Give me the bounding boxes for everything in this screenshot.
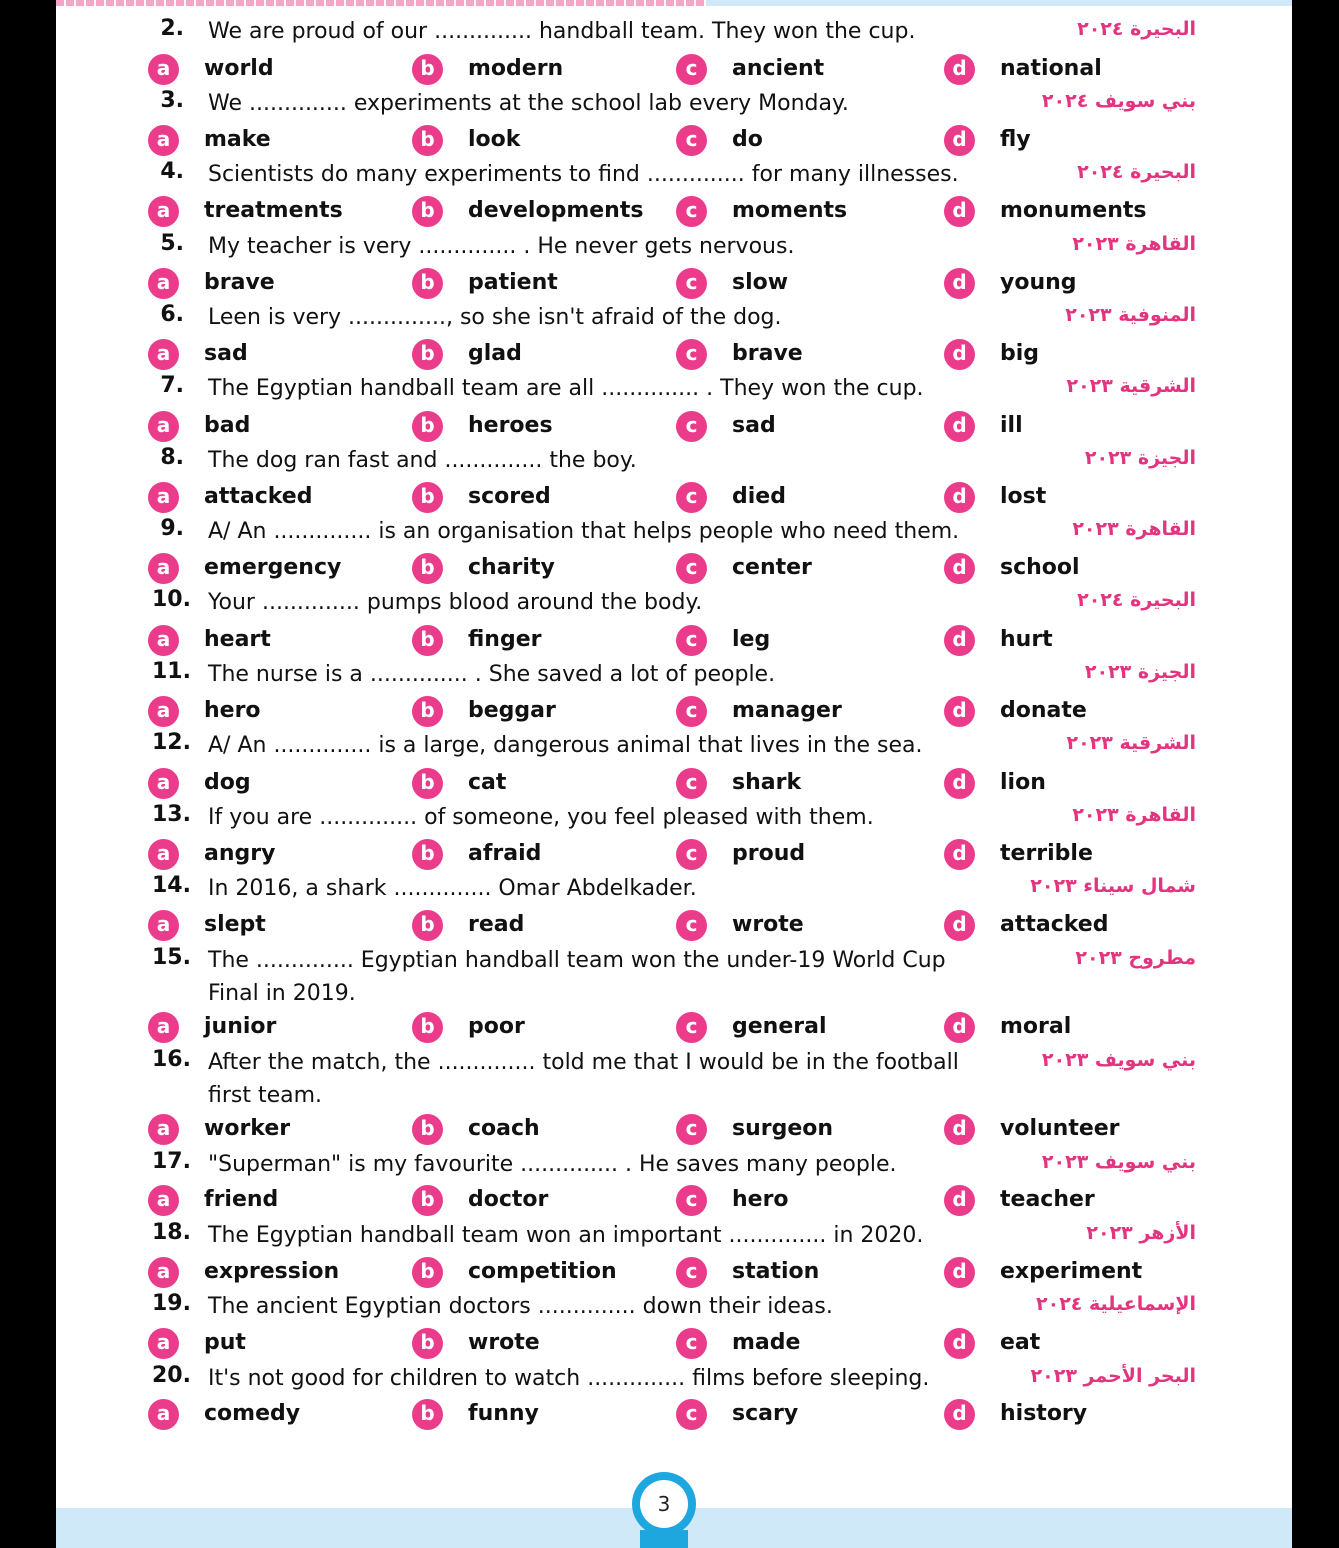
option-text: ill [1000,413,1023,438]
option-b[interactable] [412,52,662,84]
option-text: doctor [468,1187,549,1212]
question-text: The dog ran fast and .............. the boy. [208,448,637,473]
option-d[interactable] [944,766,1194,798]
option-text: history [1000,1401,1088,1426]
option-text: moments [732,198,848,223]
option-letter-badge: a [148,196,179,227]
option-d[interactable] [944,623,1194,655]
option-letter-badge: d [944,910,975,941]
question-text: We .............. experiments at the school lab every Monday. [208,91,849,116]
option-text: cat [468,770,507,795]
option-a[interactable] [148,409,398,441]
option-letter-badge: c [676,1185,707,1216]
option-text: patient [468,270,558,295]
option-text: heroes [468,413,553,438]
option-text: look [468,127,521,152]
option-d[interactable] [944,1112,1194,1144]
option-letter-badge: a [148,268,179,299]
option-a[interactable] [148,1255,398,1287]
option-b[interactable] [412,337,662,369]
option-a[interactable] [148,1183,398,1215]
question-number: 7. [160,373,184,398]
option-text: terrible [1000,841,1093,866]
option-text: surgeon [732,1116,834,1141]
question-source: الشرقية ٢٠٢٣ [1066,375,1196,397]
question-source: بني سويف ٢٠٢٤ [1041,90,1196,112]
option-d[interactable] [944,194,1194,226]
option-text: modern [468,56,564,81]
option-c[interactable] [676,551,926,583]
option-b[interactable] [412,1112,662,1144]
option-text: read [468,912,525,937]
option-letter-badge: c [676,125,707,156]
option-letter-badge: b [412,482,443,513]
option-b[interactable] [412,409,662,441]
option-text: afraid [468,841,542,866]
option-a[interactable] [148,266,398,298]
option-letter-badge: b [412,411,443,442]
option-text: funny [468,1401,539,1426]
option-b[interactable] [412,194,662,226]
question-source: شمال سيناء ٢٠٢٣ [1030,875,1196,897]
option-letter-badge: d [944,1328,975,1359]
top-stripe-blue [706,0,1292,6]
question-text: It's not good for children to watch .............. films before sleeping. [208,1366,930,1391]
question-source: الجيزة ٢٠٢٣ [1084,661,1196,683]
option-text: died [732,484,786,509]
option-d[interactable] [944,52,1194,84]
question-text: If you are .............. of someone, you feel pleased with them. [208,805,874,830]
option-letter-badge: c [676,339,707,370]
question-text: A/ An .............. is an organisation that helps people who need them. [208,519,960,544]
option-text: junior [204,1014,277,1039]
page-number: 3 [640,1480,688,1528]
option-c[interactable] [676,694,926,726]
option-letter-badge: d [944,482,975,513]
option-a[interactable] [148,480,398,512]
option-text: attacked [204,484,313,509]
option-d[interactable] [944,1010,1194,1042]
option-letter-badge: b [412,1012,443,1043]
option-b[interactable] [412,480,662,512]
option-letter-badge: b [412,1114,443,1145]
option-letter-badge: d [944,268,975,299]
option-letter-badge: a [148,768,179,799]
option-text: developments [468,198,644,223]
option-c[interactable] [676,194,926,226]
option-letter-badge: a [148,1185,179,1216]
option-a[interactable] [148,123,398,155]
option-b[interactable] [412,551,662,583]
option-text: volunteer [1000,1116,1120,1141]
option-d[interactable] [944,337,1194,369]
question-source: البحيرة ٢٠٢٤ [1077,589,1196,611]
option-text: hurt [1000,627,1053,652]
question-source: بني سويف ٢٠٢٣ [1041,1049,1196,1071]
option-c[interactable] [676,52,926,84]
option-text: made [732,1330,801,1355]
question-source: البحيرة ٢٠٢٤ [1077,18,1196,40]
option-letter-badge: d [944,339,975,370]
option-text: experiment [1000,1259,1143,1284]
option-letter-badge: b [412,268,443,299]
option-text: scored [468,484,551,509]
question-source: القاهرة ٢٠٢٣ [1072,518,1196,540]
option-letter-badge: d [944,1399,975,1430]
option-letter-badge: a [148,1399,179,1430]
option-c[interactable] [676,480,926,512]
option-b[interactable] [412,766,662,798]
option-text: manager [732,698,842,723]
question-source: مطروح ٢٠٢٣ [1075,947,1196,969]
option-b[interactable] [412,1397,662,1429]
option-c[interactable] [676,908,926,940]
option-text: brave [204,270,275,295]
option-text: sad [204,341,248,366]
option-d[interactable] [944,908,1194,940]
option-text: shark [732,770,802,795]
option-letter-badge: a [148,1114,179,1145]
option-letter-badge: a [148,1257,179,1288]
option-text: lion [1000,770,1046,795]
option-letter-badge: c [676,625,707,656]
option-text: station [732,1259,820,1284]
question-source: الجيزة ٢٠٢٣ [1084,447,1196,469]
option-a[interactable] [148,908,398,940]
option-letter-badge: c [676,1399,707,1430]
option-letter-badge: a [148,839,179,870]
option-letter-badge: a [148,125,179,156]
option-letter-badge: d [944,411,975,442]
option-letter-badge: a [148,625,179,656]
question-source: الشرقية ٢٠٢٣ [1066,732,1196,754]
option-letter-badge: d [944,696,975,727]
question-text: Your .............. pumps blood around the body. [208,590,703,615]
option-text: donate [1000,698,1087,723]
option-a[interactable] [148,766,398,798]
option-letter-badge: c [676,1257,707,1288]
question-number: 13. [152,802,191,827]
question-number: 19. [152,1291,191,1316]
option-letter-badge: b [412,125,443,156]
option-text: national [1000,56,1102,81]
question-text: After the match, the .............. told me that I would be in the football first team. [208,1050,959,1108]
option-c[interactable] [676,337,926,369]
option-letter-badge: c [676,839,707,870]
option-text: hero [204,698,261,723]
option-letter-badge: c [676,1328,707,1359]
option-text: big [1000,341,1040,366]
option-letter-badge: a [148,910,179,941]
option-a[interactable] [148,623,398,655]
option-text: glad [468,341,522,366]
option-c[interactable] [676,1112,926,1144]
option-letter-badge: b [412,1257,443,1288]
option-text: teacher [1000,1187,1095,1212]
option-c[interactable] [676,837,926,869]
option-text: leg [732,627,771,652]
option-letter-badge: a [148,696,179,727]
option-letter-badge: c [676,482,707,513]
option-text: young [1000,270,1077,295]
question-text: The .............. Egyptian handball team won the under-19 World Cup Final in 2019. [208,948,946,1006]
option-letter-badge: a [148,339,179,370]
option-letter-badge: d [944,1257,975,1288]
option-letter-badge: c [676,553,707,584]
option-text: charity [468,555,555,580]
option-a[interactable] [148,1326,398,1358]
page-number-tab [640,1530,688,1548]
question-number: 3. [160,88,184,113]
option-text: wrote [732,912,804,937]
option-letter-badge: d [944,54,975,85]
question-text: The Egyptian handball team won an important .............. in 2020. [208,1223,924,1248]
option-letter-badge: d [944,125,975,156]
option-text: lost [1000,484,1047,509]
option-text: treatments [204,198,343,223]
worksheet-page [56,0,1292,1548]
option-text: make [204,127,271,152]
option-b[interactable] [412,908,662,940]
question-text: In 2016, a shark .............. Omar Abdelkader. [208,876,697,901]
option-letter-badge: a [148,411,179,442]
option-text: comedy [204,1401,301,1426]
option-letter-badge: c [676,768,707,799]
option-letter-badge: a [148,482,179,513]
option-c[interactable] [676,1397,926,1429]
option-d[interactable] [944,1183,1194,1215]
option-c[interactable] [676,123,926,155]
option-b[interactable] [412,1183,662,1215]
option-d[interactable] [944,551,1194,583]
option-a[interactable] [148,837,398,869]
option-letter-badge: b [412,1185,443,1216]
option-a[interactable] [148,337,398,369]
option-text: proud [732,841,806,866]
option-text: world [204,56,274,81]
option-text: fly [1000,127,1031,152]
option-letter-badge: a [148,553,179,584]
option-text: slow [732,270,789,295]
option-c[interactable] [676,1010,926,1042]
question-text: "Superman" is my favourite .............. . He saves many people. [208,1152,897,1177]
option-c[interactable] [676,266,926,298]
option-text: do [732,127,763,152]
option-d[interactable] [944,409,1194,441]
option-text: beggar [468,698,556,723]
option-a[interactable] [148,1397,398,1429]
question-number: 10. [152,587,191,612]
option-text: competition [468,1259,617,1284]
option-text: monuments [1000,198,1147,223]
option-c[interactable] [676,623,926,655]
question-text: The nurse is a .............. . She saved a lot of people. [208,662,776,687]
option-text: angry [204,841,276,866]
question-source: البحيرة ٢٠٢٤ [1077,161,1196,183]
question-number: 6. [160,302,184,327]
question-number: 12. [152,730,191,755]
question-source: القاهرة ٢٠٢٣ [1072,804,1196,826]
option-letter-badge: b [412,696,443,727]
question-number: 16. [152,1047,191,1072]
question-number: 15. [152,945,191,970]
option-text: eat [1000,1330,1041,1355]
option-a[interactable] [148,694,398,726]
option-letter-badge: a [148,1012,179,1043]
option-d[interactable] [944,480,1194,512]
question-number: 8. [160,445,184,470]
option-text: school [1000,555,1080,580]
option-letter-badge: b [412,768,443,799]
option-letter-badge: d [944,625,975,656]
option-b[interactable] [412,1010,662,1042]
option-letter-badge: d [944,1012,975,1043]
option-letter-badge: b [412,910,443,941]
question-text: The Egyptian handball team are all .............. . They won the cup. [208,376,924,401]
option-text: dog [204,770,251,795]
option-letter-badge: c [676,910,707,941]
option-b[interactable] [412,266,662,298]
question-source: المنوفية ٢٠٢٣ [1065,304,1196,326]
question-number: 18. [152,1220,191,1245]
option-text: worker [204,1116,291,1141]
question-source: بني سويف ٢٠٢٣ [1041,1151,1196,1173]
option-letter-badge: a [148,1328,179,1359]
option-letter-badge: c [676,411,707,442]
option-text: bad [204,413,251,438]
option-letter-badge: a [148,54,179,85]
option-a[interactable] [148,551,398,583]
option-text: hero [732,1187,789,1212]
option-letter-badge: c [676,54,707,85]
option-d[interactable] [944,123,1194,155]
option-text: wrote [468,1330,540,1355]
option-text: brave [732,341,803,366]
option-text: attacked [1000,912,1109,937]
option-letter-badge: d [944,1114,975,1145]
option-letter-badge: b [412,1328,443,1359]
option-c[interactable] [676,409,926,441]
option-letter-badge: d [944,768,975,799]
option-text: general [732,1014,827,1039]
option-letter-badge: b [412,553,443,584]
question-text: We are proud of our .............. handball team. They won the cup. [208,19,916,44]
option-c[interactable] [676,1326,926,1358]
option-text: sad [732,413,776,438]
option-text: heart [204,627,271,652]
question-text: My teacher is very .............. . He never gets nervous. [208,234,795,259]
option-letter-badge: c [676,1012,707,1043]
option-letter-badge: d [944,553,975,584]
option-letter-badge: b [412,196,443,227]
option-d[interactable] [944,1326,1194,1358]
question-source: الإسماعيلية ٢٠٢٤ [1036,1293,1196,1315]
option-text: emergency [204,555,342,580]
option-text: moral [1000,1014,1072,1039]
option-b[interactable] [412,1255,662,1287]
question-number: 4. [160,159,184,184]
option-letter-badge: b [412,625,443,656]
question-number: 20. [152,1363,191,1388]
option-a[interactable] [148,194,398,226]
option-letter-badge: d [944,1185,975,1216]
option-text: coach [468,1116,540,1141]
option-d[interactable] [944,266,1194,298]
question-text: Scientists do many experiments to find .............. for many illnesses. [208,162,959,187]
option-c[interactable] [676,1183,926,1215]
question-number: 9. [160,516,184,541]
option-letter-badge: c [676,196,707,227]
option-text: center [732,555,812,580]
question-text: Leen is very .............., so she isn't afraid of the dog. [208,305,782,330]
question-number: 11. [152,659,191,684]
option-d[interactable] [944,1255,1194,1287]
option-letter-badge: b [412,339,443,370]
question-text: A/ An .............. is a large, dangerous animal that lives in the sea. [208,733,923,758]
option-text: scary [732,1401,799,1426]
option-text: poor [468,1014,525,1039]
option-text: expression [204,1259,340,1284]
question-number: 17. [152,1149,191,1174]
option-a[interactable] [148,1112,398,1144]
option-letter-badge: d [944,196,975,227]
question-number: 14. [152,873,191,898]
question-source: القاهرة ٢٠٢٣ [1072,233,1196,255]
option-letter-badge: b [412,839,443,870]
question-number: 2. [160,16,184,41]
option-b[interactable] [412,694,662,726]
option-text: ancient [732,56,825,81]
option-b[interactable] [412,623,662,655]
option-letter-badge: c [676,696,707,727]
option-letter-badge: c [676,268,707,299]
option-text: slept [204,912,266,937]
option-c[interactable] [676,766,926,798]
question-number: 5. [160,231,184,256]
option-text: friend [204,1187,279,1212]
option-a[interactable] [148,1010,398,1042]
option-b[interactable] [412,123,662,155]
option-d[interactable] [944,837,1194,869]
question-text: The ancient Egyptian doctors .............. down their ideas. [208,1294,833,1319]
option-letter-badge: c [676,1114,707,1145]
option-text: finger [468,627,542,652]
question-source: البحر الأحمر ٢٠٢٣ [1030,1365,1196,1387]
option-text: put [204,1330,246,1355]
option-c[interactable] [676,1255,926,1287]
option-d[interactable] [944,694,1194,726]
question-source: الأزهر ٢٠٢٣ [1086,1222,1196,1244]
option-letter-badge: d [944,839,975,870]
option-letter-badge: b [412,1399,443,1430]
option-a[interactable] [148,52,398,84]
option-d[interactable] [944,1397,1194,1429]
option-b[interactable] [412,837,662,869]
option-b[interactable] [412,1326,662,1358]
option-letter-badge: b [412,54,443,85]
